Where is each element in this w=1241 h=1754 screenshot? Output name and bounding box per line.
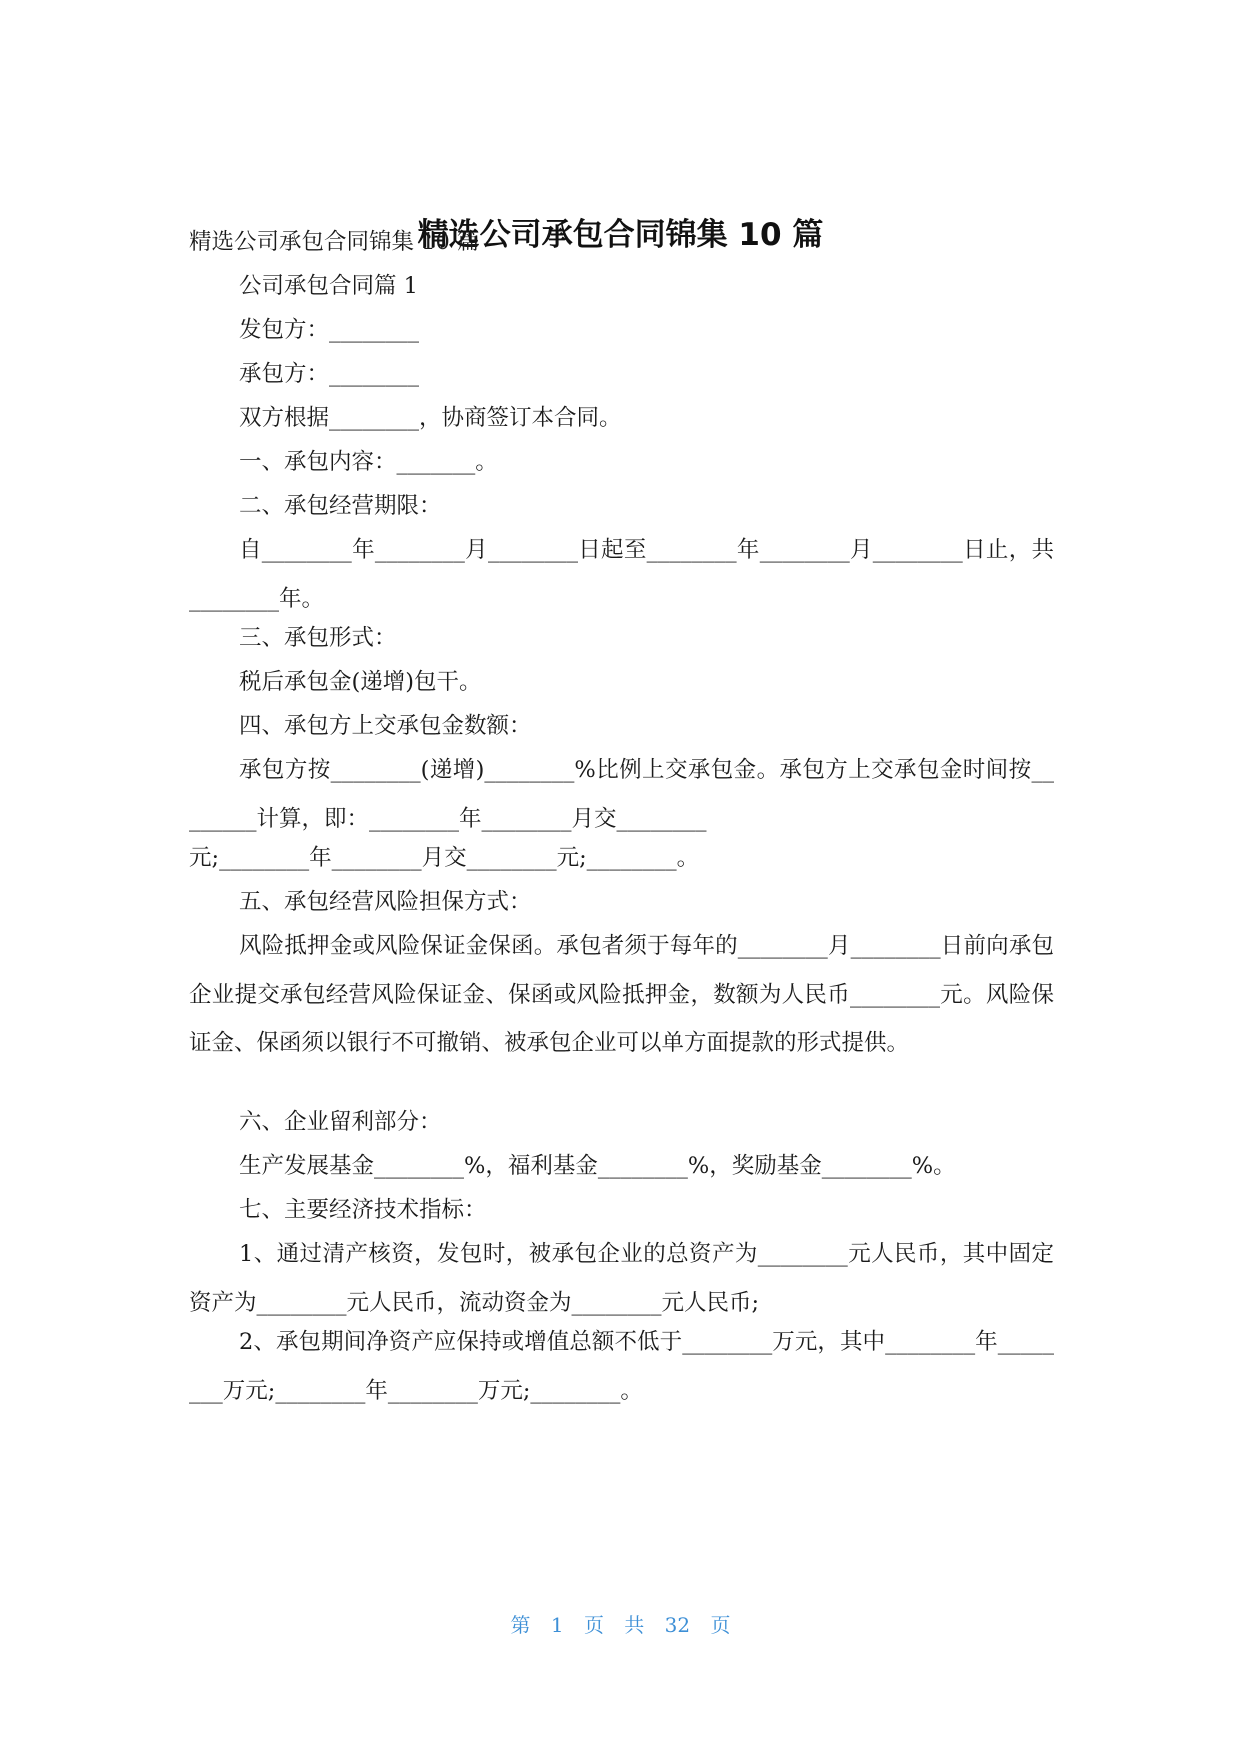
paragraph-risk-guarantee: 风险抵押金或风险保证金保函。承包者须于每年的________月________日前向承包企业提交承包经营风险保证金、保函或风险抵押金，数额为人民币________元。风险保证金、保函须以银行不可撤销、被承包企业可以单方面提款的形式提供。 [189, 933, 1054, 1056]
paragraph-payment-schedule: 元;________年________月交________元;________。 [189, 845, 700, 871]
paragraph-section-3-heading: 三、承包形式： [239, 625, 397, 651]
paragraph-contractor: 承包方：________ [239, 361, 420, 387]
page-number-footer: 第 1 页 共 32 页 [510, 1613, 731, 1637]
paragraph-retained-profit: 生产发展基金________%，福利基金________%，奖励基金________%。 [239, 1153, 956, 1179]
paragraph-indicator-1: 1、通过清产核资，发包时，被承包企业的总资产为________元人民币，其中固定资产为________元人民币，流动资金为________元人民币; [189, 1241, 1054, 1316]
paragraph-section-6-heading: 六、企业留利部分： [239, 1109, 442, 1135]
document-subtitle: 精选公司承包合同锦集 10 篇 [189, 229, 480, 255]
paragraph-agreement-basis: 双方根据________，协商签订本合同。 [239, 405, 622, 431]
paragraph-indicator-2: 2、承包期间净资产应保持或增值总额不低于________万元，其中________年________万元;________年________万元;________。 [189, 1329, 1054, 1404]
paragraph-section-7-heading: 七、主要经济技术指标： [239, 1197, 487, 1223]
paragraph-payment-terms: 承包方按________(递增)________%比例上交承包金。承包方上交承包金时间按________计算，即：________年________月交________ [189, 757, 1054, 832]
paragraph-issuer: 发包方：________ [239, 317, 420, 343]
paragraph-term-period: 自________年________月________日起至________年________月________日止，共________年。 [189, 537, 1054, 612]
paragraph-contract-form: 税后承包金(递增)包干。 [239, 669, 482, 695]
paragraph-section-2-heading: 二、承包经营期限： [239, 493, 442, 519]
paragraph-section-5-heading: 五、承包经营风险担保方式： [239, 889, 532, 915]
paragraph-section-4-heading: 四、承包方上交承包金数额： [239, 713, 532, 739]
paragraph-section-1: 一、承包内容：_______。 [239, 449, 498, 475]
paragraph-contract-heading: 公司承包合同篇 1 [239, 273, 418, 299]
document-title: 精选公司承包合同锦集 10 篇 [417, 216, 824, 253]
